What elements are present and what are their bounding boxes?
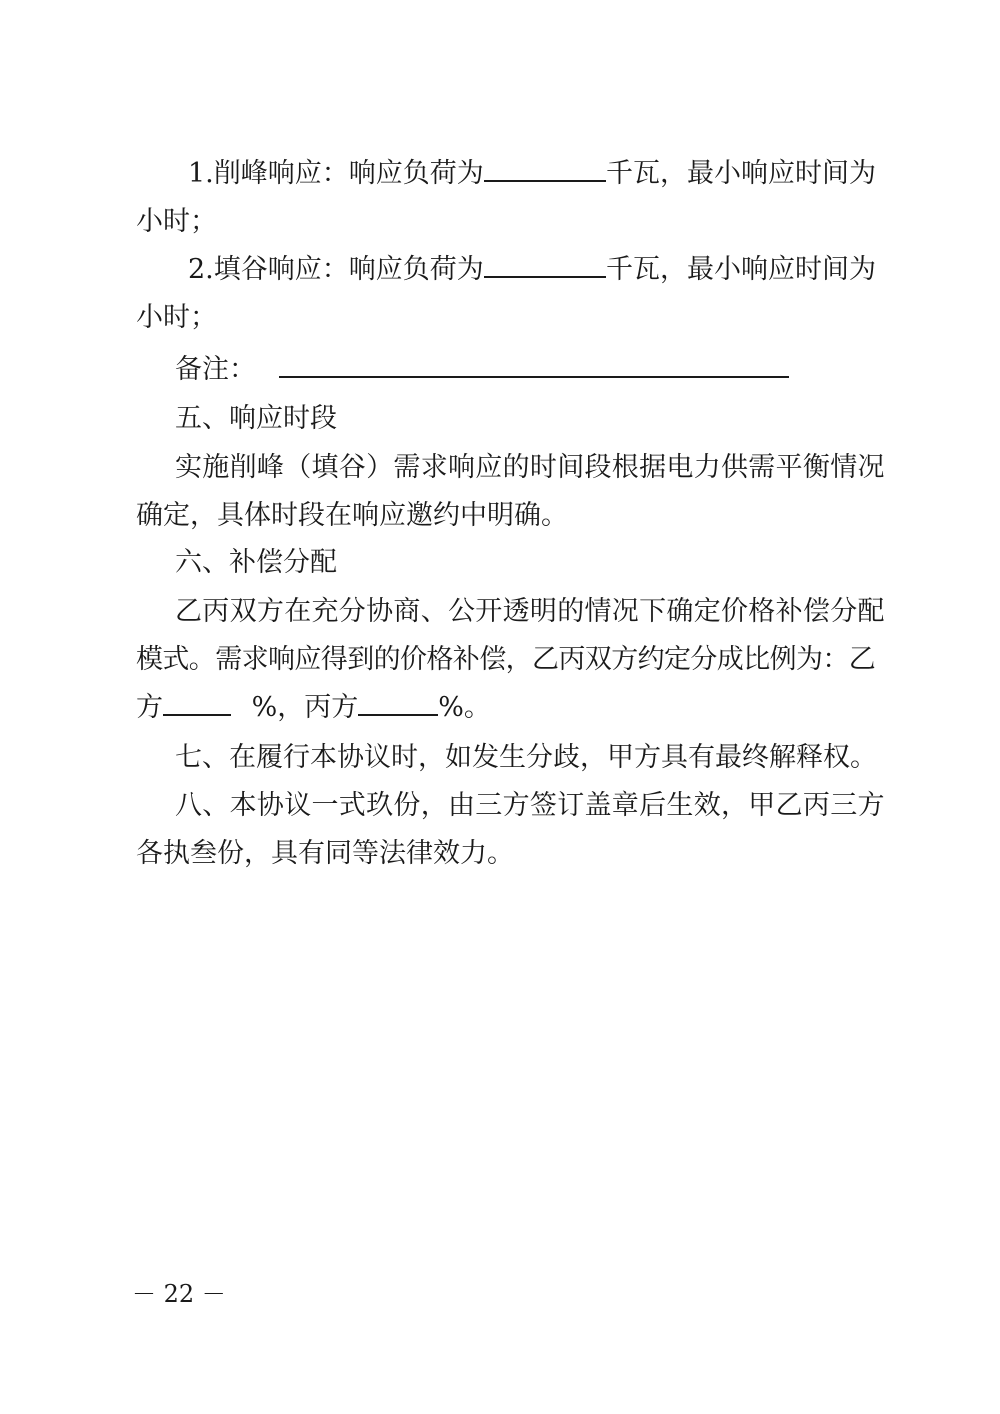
- party-b-ratio-blank: [163, 690, 231, 716]
- remark-label: 备注：: [175, 354, 256, 385]
- section6-para-line2: 模式。需求响应得到的价格补偿，乙丙双方约定分成比例为：乙: [136, 644, 876, 675]
- party-c-ratio-blank: [358, 690, 438, 716]
- item2-label: 2.填谷响应：响应负荷为: [188, 254, 484, 285]
- party-b-pct: %，: [251, 692, 305, 723]
- item2-load-blank: [484, 252, 606, 278]
- section7-line: 七、在履行本协议时，如发生分歧，甲方具有最终解释权。: [175, 742, 877, 773]
- page-number: － 22 －: [132, 1280, 226, 1308]
- remark-blank: [279, 352, 789, 378]
- item1-wrap: 小时；: [136, 206, 217, 237]
- section8-line1: 八、本协议一式玖份，由三方签订盖章后生效，甲乙丙三方: [175, 790, 885, 821]
- item2-line: [188, 252, 876, 288]
- section5-para-line1: 实施削峰（填谷）需求响应的时间段根据电力供需平衡情况: [175, 452, 885, 483]
- item1-load-blank: [484, 156, 606, 182]
- party-b-prefix: 方: [136, 692, 163, 723]
- party-c-prefix: 丙方: [304, 692, 359, 723]
- section6-heading: 六、补偿分配: [175, 547, 337, 578]
- item1-line: [188, 156, 876, 192]
- item1-label: 1.削峰响应：响应负荷为: [188, 158, 484, 189]
- section5-para-line2: 确定，具体时段在响应邀约中明确。: [136, 500, 568, 531]
- section5-heading: 五、响应时段: [175, 403, 337, 434]
- remark-line: [175, 352, 789, 388]
- section8-line2: 各执叁份，具有同等法律效力。: [136, 838, 514, 869]
- section6-para-line1: 乙丙双方在充分协商、公开透明的情况下确定价格补偿分配: [175, 596, 885, 627]
- item2-wrap: 小时；: [136, 302, 217, 333]
- item2-after: 千瓦，最小响应时间为: [605, 254, 876, 285]
- item1-after: 千瓦，最小响应时间为: [605, 158, 876, 189]
- party-c-pct: %。: [438, 692, 491, 723]
- section6-ratio-line: [136, 690, 491, 726]
